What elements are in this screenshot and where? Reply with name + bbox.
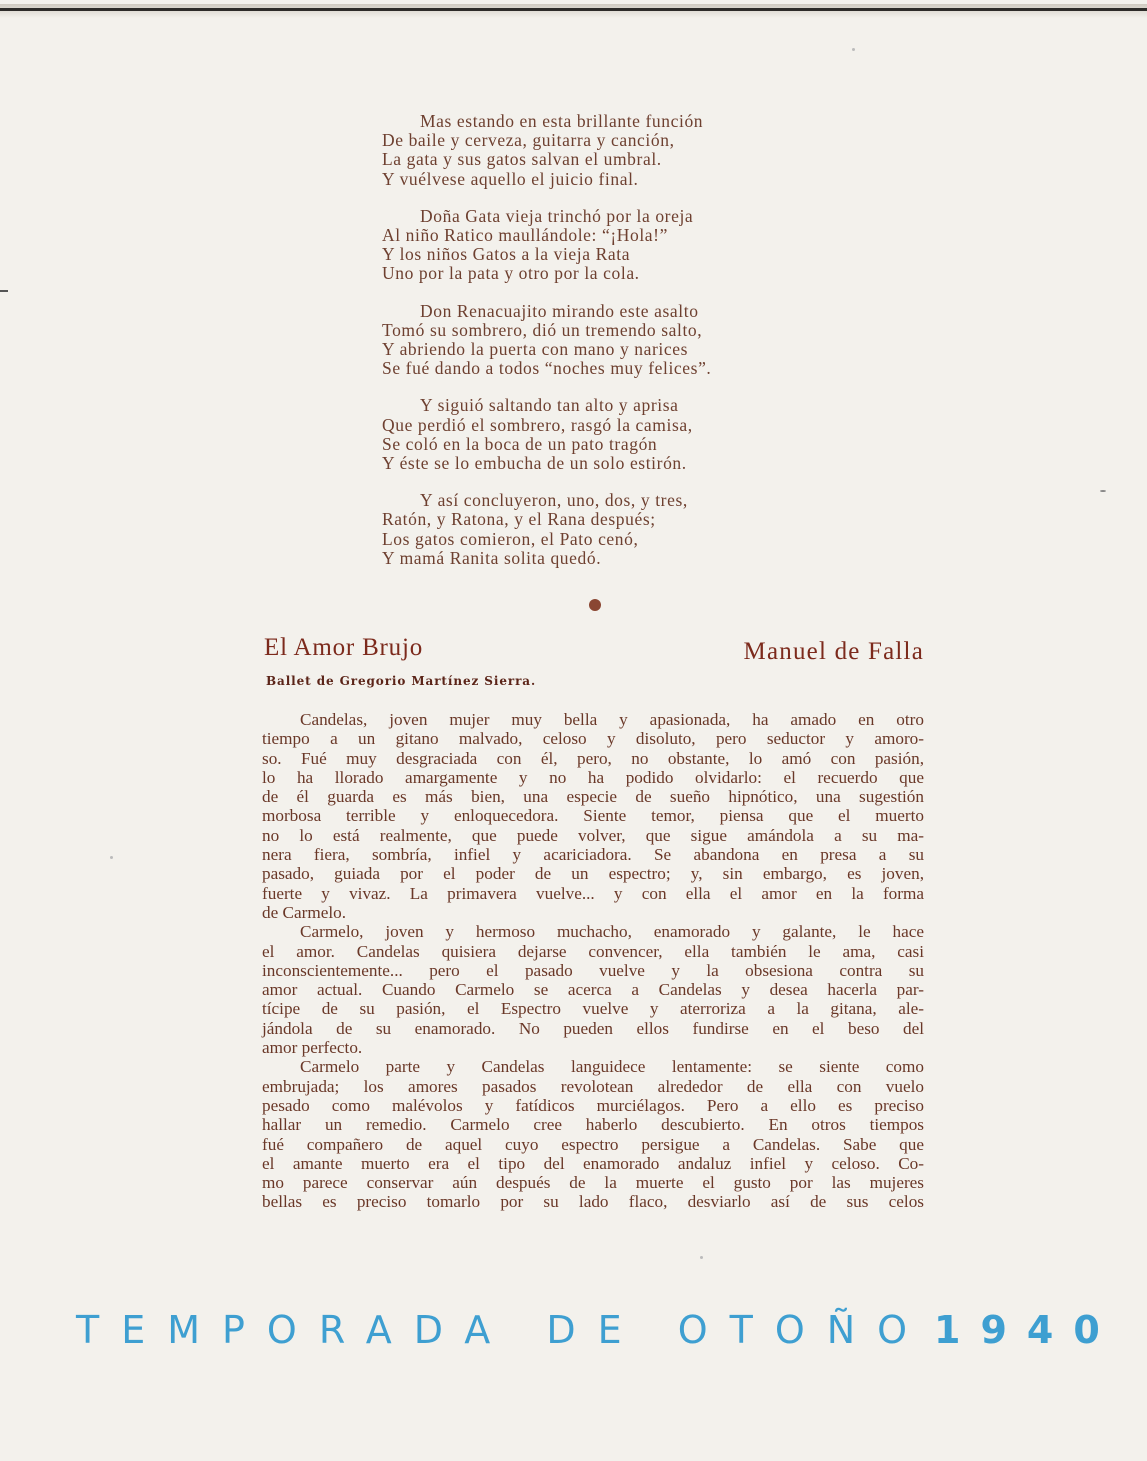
- poem-stanza: [382, 112, 822, 189]
- poem-line: Y los niños Gatos a la vieja Rata: [382, 244, 631, 265]
- synopsis-line: Carmelo parte y Candelas languidece lentamente: se siente como: [300, 1057, 924, 1077]
- poem-line: Ratón, y Ratona, y el Rana después;: [382, 509, 656, 530]
- synopsis-line: embrujada; los amores pasados revolotean alrededor de ella con vuelo: [262, 1076, 924, 1096]
- synopsis-line: pesado como malévolos y fatídicos murciélagos. Pero a ello es preciso: [262, 1095, 924, 1115]
- synopsis-line: el amante muerto era el tipo del enamorado andaluz infiel y celoso. Co-: [262, 1153, 924, 1173]
- poem-stanza: [382, 302, 822, 379]
- poem-line: Doña Gata vieja trinchó por la oreja: [420, 205, 694, 226]
- synopsis-line: bellas es preciso tomarlo por su lado flaco, desviarlo así de sus celos: [262, 1192, 924, 1212]
- poem-line: Y éste se lo embucha de un solo estirón.: [382, 453, 687, 474]
- poem-stanza: [382, 491, 822, 568]
- synopsis-line: jándola de su enamorado. No pueden ellos fundirse en el beso del: [262, 1018, 924, 1038]
- paper-speck: [1100, 490, 1106, 492]
- synopsis-line: so. Fué muy desgraciada con él, pero, no obstante, lo amó con pasión,: [262, 748, 924, 768]
- synopsis-line: Candelas, joven mujer muy bella y apasionada, ha amado en otro: [300, 710, 924, 729]
- poem-line: Mas estando en esta brillante función: [420, 111, 704, 131]
- poem-stanza: [382, 207, 822, 284]
- poem-line: Que perdió el sombrero, rasgó la camisa,: [382, 414, 693, 435]
- ballet-credit: Ballet de Gregorio Martínez Sierra.: [266, 674, 537, 688]
- synopsis-line: no lo está realmente, que puede volver, que sigue amándola a su ma-: [262, 825, 924, 845]
- poem-line: La gata y sus gatos salvan el umbral.: [382, 149, 662, 170]
- poem-line: Y siguió saltando tan alto y aprisa: [420, 395, 679, 416]
- season-year: 1940: [934, 1308, 1120, 1352]
- synopsis-line: nera fiera, sombría, infiel y acariciadora. Se abandona en presa a su: [262, 845, 924, 865]
- paper-speck: [700, 1256, 703, 1259]
- poem-stanza: [382, 396, 822, 473]
- poem-line: Y mamá Ranita solita quedó.: [382, 547, 602, 568]
- page-top-edge: [0, 4, 1147, 18]
- fold-mark: [0, 290, 8, 292]
- synopsis-line: de Carmelo.: [262, 902, 346, 922]
- poem-line: De baile y cerveza, guitarra y canción,: [382, 130, 675, 151]
- poem-line: Se fué dando a todos “noches muy felices”.: [382, 358, 712, 379]
- synopsis-line: Carmelo, joven y hermoso muchacho, enamorado y galante, le hace: [300, 922, 924, 942]
- synopsis-line: hallar un remedio. Carmelo cree haberlo descubierto. En otros tiempos: [262, 1115, 924, 1135]
- synopsis-line: tícipe de su pasión, el Espectro vuelve y aterroriza a la gitana, ale-: [262, 999, 924, 1019]
- synopsis-line: inconscientemente... pero el pasado vuelve y la obsesiona contra su: [262, 960, 924, 980]
- poem-line: Y así concluyeron, uno, dos, y tres,: [420, 490, 688, 511]
- synopsis-line: mo parece conservar aún después de la muerte el gusto por las mujeres: [262, 1173, 924, 1193]
- poem-line: Uno por la pata y otro por la cola.: [382, 263, 640, 284]
- poem-line: Y vuélvese aquello el juicio final.: [382, 168, 639, 189]
- poem-line: Se coló en la boca de un pato tragón: [382, 433, 658, 454]
- top-border-line: [0, 8, 1147, 11]
- poem-line: Tomó su sombrero, dió un tremendo salto,: [382, 319, 703, 340]
- synopsis-line: de él guarda es más bien, una especie de sueño hipnótico, una sugestión: [262, 787, 924, 807]
- season-banner: [76, 1308, 1120, 1352]
- poem-line: Don Renacuajito mirando este asalto: [420, 300, 699, 321]
- paper-speck: [110, 856, 113, 859]
- synopsis-line: morbosa terrible y enloquecedora. Siente temor, piensa que el muerto: [262, 806, 924, 826]
- work-title: El Amor Brujo: [264, 634, 424, 661]
- poem: [382, 112, 822, 586]
- synopsis-line: amor actual. Cuando Carmelo se acerca a Candelas y desea hacerla par-: [262, 980, 924, 1000]
- synopsis-line: fuerte y vivaz. La primavera vuelve... y con ella el amor en la forma: [262, 883, 924, 903]
- synopsis-line: fué compañero de aquel cuyo espectro persigue a Candelas. Sabe que: [262, 1134, 924, 1154]
- composer-name: Manuel de Falla: [743, 638, 924, 665]
- poem-line: Y abriendo la puerta con mano y narices: [382, 339, 689, 360]
- synopsis-line: pasado, guiada por el poder de un espectro; y, sin embargo, es joven,: [262, 864, 924, 884]
- paper-speck: [852, 48, 855, 51]
- poem-line: Al niño Ratico maullándole: “¡Hola!”: [382, 225, 668, 246]
- synopsis-line: lo ha llorado amargamente y no ha podido olvidarlo: el recuerdo que: [262, 767, 924, 787]
- synopsis-line: el amor. Candelas quisiera dejarse convencer, ella también le ama, casi: [262, 941, 924, 961]
- synopsis-line: tiempo a un gitano malvado, celoso y disoluto, pero seductor y amoro-: [262, 729, 924, 749]
- season-label: TEMPORADA DE OTOÑO: [76, 1308, 930, 1352]
- poem-line: Los gatos comieron, el Pato cenó,: [382, 528, 639, 549]
- synopsis: [262, 710, 924, 1212]
- section-divider-dot: [589, 599, 601, 611]
- synopsis-line: amor perfecto.: [262, 1038, 363, 1058]
